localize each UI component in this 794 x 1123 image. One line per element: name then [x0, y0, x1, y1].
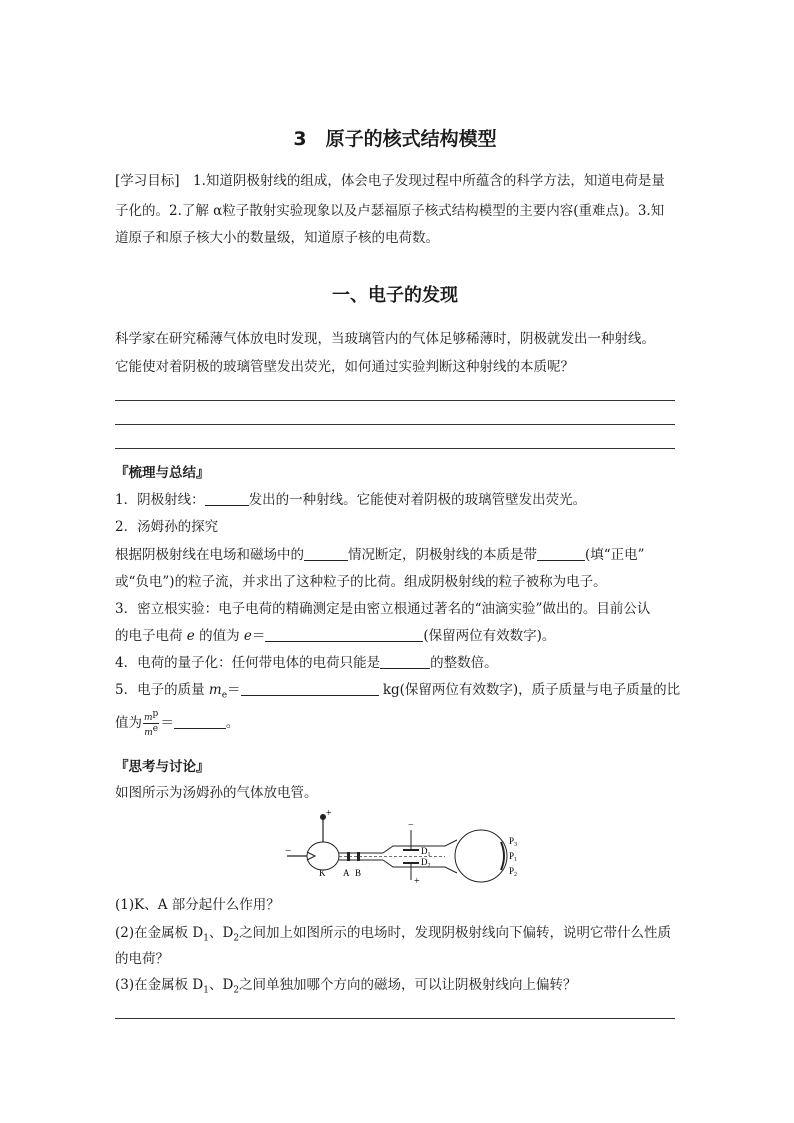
q3-text-b: 、D: [208, 977, 234, 993]
item2-text-a: 根据阴极射线在电场和磁场中的: [115, 547, 304, 563]
frac-num: m: [144, 713, 153, 723]
answer-line-1[interactable]: [115, 400, 675, 401]
q3-text-a: (3)在金属板 D: [115, 977, 204, 993]
cathode-bulb: [307, 842, 339, 870]
item5-text-c: kg(保留两位有效数字)，质子质量与电子质量的比: [382, 682, 681, 698]
item3-text-a: 的电子电荷: [115, 628, 183, 644]
answer-line-2[interactable]: [115, 424, 675, 425]
answer-line-3[interactable]: [115, 448, 675, 449]
label-d2: $D_2$: [421, 857, 431, 869]
question-1: (1)K、A 部分起什么作用？: [115, 897, 280, 913]
fill-blank[interactable]: [304, 546, 348, 561]
intro-line-1: 科学家在研究稀薄气体放电时发现，当玻璃管内的气体足够稀薄时，阴极就发出一种射线。: [115, 331, 655, 347]
item1-text-b: 发出的一种射线。它能使对着阴极的玻璃管壁发出荧光。: [248, 492, 587, 508]
plus-bottom-sign: +: [414, 876, 420, 886]
symbol-e: e: [243, 628, 252, 644]
q2-text-a: (2)在金属板 D: [115, 925, 204, 941]
item4-text-b: 的整数倍。: [430, 655, 498, 671]
frac-den: m: [144, 728, 153, 738]
discussion-intro: 如图所示为汤姆孙的气体放电管。: [115, 785, 318, 801]
label-p1: $P_1$: [509, 851, 517, 863]
subscript: e: [221, 690, 228, 701]
minus-left-sign: −: [285, 845, 292, 857]
item5-equals-2: ＝: [160, 715, 174, 731]
summary-item-2: 2．汤姆孙的探究: [115, 519, 219, 535]
item5-period: 。: [225, 715, 240, 731]
item5-equals: ＝: [227, 682, 241, 698]
fill-blank[interactable]: [241, 681, 379, 696]
fill-blank[interactable]: [537, 546, 585, 561]
frac-den-sub: e: [152, 724, 159, 734]
subscript: 2: [233, 933, 240, 944]
item4-text-a: 4．电荷的量子化：任何带电体的电荷只能是: [115, 655, 381, 671]
minus-top-sign: −: [408, 820, 414, 831]
mass-ratio-fraction: [143, 709, 159, 738]
label-k: K: [319, 868, 326, 878]
answer-line-4[interactable]: [115, 1018, 675, 1019]
fluorescent-screen: [501, 842, 504, 870]
summary-item-5-line-2: [115, 708, 675, 738]
summary-item-5-line-1: [115, 675, 681, 711]
item3-text-d: (保留两位有效数字)。: [423, 628, 556, 644]
item2-text-c: (填“正电”: [585, 547, 645, 563]
q3-text-c: 之间单独加哪个方向的磁场，可以让阴极射线向上偏转？: [239, 977, 577, 993]
fill-blank[interactable]: [174, 714, 226, 729]
subscript: 1: [203, 933, 209, 944]
item5-text-d: 值为: [115, 715, 142, 731]
label-p2: $P_2$: [509, 866, 517, 878]
summary-item-2-line-2: 或“负电”)的粒子流，并求出了这种粒子的比荷。组成阴极射线的粒子被称为电子。: [115, 574, 607, 590]
objectives-line-3: 道原子和原子核大小的数量级，知道原子核的电荷数。: [115, 230, 439, 246]
item2-text-b: 情况断定，阴极射线的本质是带: [348, 547, 537, 563]
summary-item-4: [115, 648, 675, 678]
label-p3: $P_3$: [509, 836, 517, 848]
item5-text-a: 5．电子的质量: [115, 682, 205, 698]
question-2-line-2: 的电荷？: [115, 951, 169, 967]
label-d1: $D_1$: [421, 846, 431, 858]
page-title: 3 原子的核式结构模型: [293, 128, 497, 150]
summary-item-2-line-1: [115, 540, 675, 570]
symbol-e: e: [186, 628, 195, 644]
discussion-heading: 『思考与讨论』: [115, 759, 210, 775]
summary-heading: 『梳理与总结』: [115, 465, 210, 481]
label-b: B: [355, 868, 362, 878]
tube-wall-bottom: [383, 860, 457, 873]
item3-equals: ＝: [251, 628, 266, 644]
fill-blank[interactable]: [205, 491, 249, 506]
summary-item-1: [115, 485, 675, 515]
q2-text-b: 、D: [208, 925, 234, 941]
screen-bulb: [455, 830, 507, 882]
item1-text-a: 1．阴极射线：: [115, 492, 205, 508]
label-a: A: [343, 868, 350, 878]
objectives-line-2: 子化的。2.了解 α粒子散射实验现象以及卢瑟福原子核式结构模型的主要内容(重难点)。3.知: [115, 203, 665, 219]
summary-item-3-line-1: 3．密立根实验：电子电荷的精确测定是由密立根通过著名的“油滴实验”做出的。目前公认: [115, 601, 651, 617]
subscript: 2: [233, 985, 240, 996]
item3-text-b: 的值为: [199, 628, 240, 644]
intro-line-2: 它能使对着阴极的玻璃管壁发出荧光，如何通过实验判断这种射线的本质呢？: [115, 359, 574, 375]
summary-item-3-line-2: [115, 621, 675, 651]
tube-wall-top: [383, 840, 457, 853]
symbol-m: m: [208, 682, 222, 698]
question-3: [115, 970, 675, 1006]
objectives-line-1: [学习目标] 1.知道阴极射线的组成，体会电子发现过程中所蕴含的科学方法，知道电荷是量: [115, 173, 665, 189]
discharge-tube-diagram: [285, 808, 517, 886]
plus-top-sign: +: [326, 808, 332, 819]
discharge-tube-figure: [285, 808, 517, 890]
subscript: 1: [203, 985, 209, 996]
frac-num-sub: p: [152, 709, 159, 719]
section-heading: 一、电子的发现: [332, 285, 458, 306]
cathode-plate: [307, 852, 315, 860]
fill-blank[interactable]: [265, 627, 423, 642]
fill-blank[interactable]: [380, 654, 430, 669]
q2-text-c: 之间加上如图所示的电场时，发现阴极射线向下偏转，说明它带什么性质: [239, 925, 672, 941]
